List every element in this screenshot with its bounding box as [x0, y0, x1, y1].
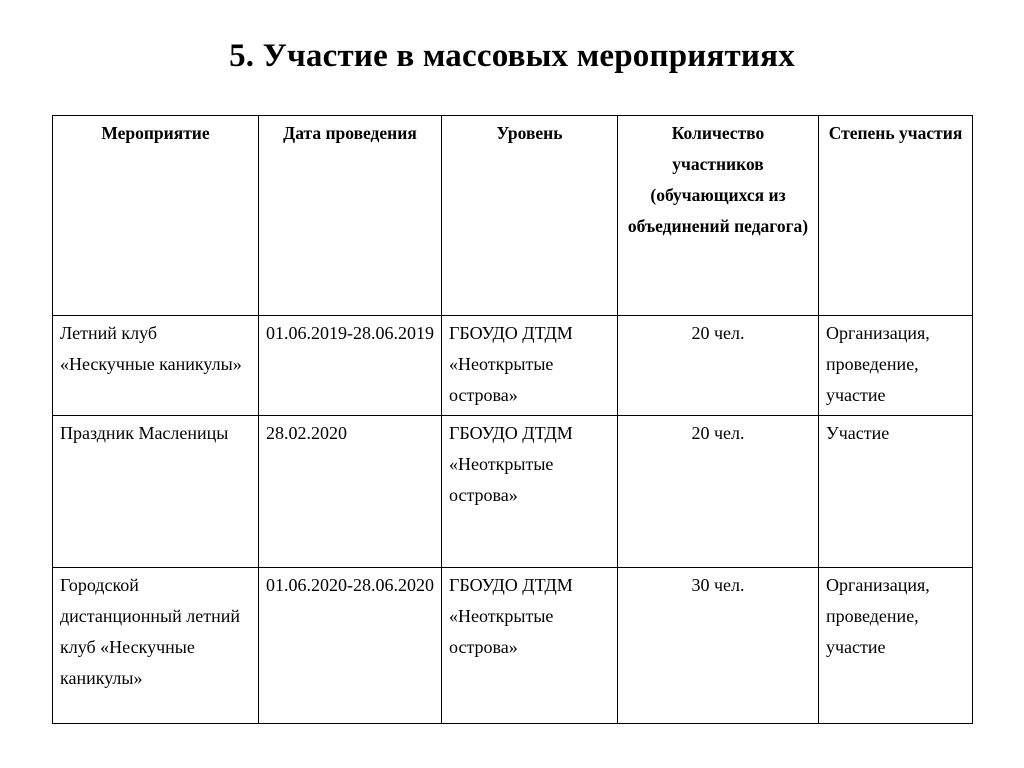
header-participant-count: Количество участников (обучающихся из объединений педагога)	[618, 116, 819, 316]
cell-date: 28.02.2020	[259, 416, 442, 568]
cell-event: Городской дистанционный летний клуб «Нескучные каникулы»	[53, 568, 259, 724]
cell-participation-degree: Организация, проведение, участие	[819, 316, 973, 416]
cell-level: ГБОУДО ДТДМ «Неоткрытые острова»	[442, 416, 618, 568]
header-date: Дата проведения	[259, 116, 442, 316]
cell-participant-count: 20 чел.	[618, 416, 819, 568]
table-row	[53, 416, 973, 568]
header-level: Уровень	[442, 116, 618, 316]
cell-participation-degree: Участие	[819, 416, 973, 568]
table-row	[53, 568, 973, 724]
header-participation-degree: Степень участия	[819, 116, 973, 316]
cell-level: ГБОУДО ДТДМ «Неоткрытые острова»	[442, 568, 618, 724]
table-header-row	[53, 116, 973, 316]
events-table	[52, 115, 973, 724]
table-row	[53, 316, 973, 416]
cell-level: ГБОУДО ДТДМ «Неоткрытые острова»	[442, 316, 618, 416]
header-event: Мероприятие	[53, 116, 259, 316]
cell-date: 01.06.2019-28.06.2019	[259, 316, 442, 416]
cell-participation-degree: Организация, проведение, участие	[819, 568, 973, 724]
cell-participant-count: 20 чел.	[618, 316, 819, 416]
page-title: 5. Участие в массовых мероприятиях	[229, 38, 795, 74]
cell-event: Летний клуб «Нескучные каникулы»	[53, 316, 259, 416]
cell-event: Праздник Масленицы	[53, 416, 259, 568]
cell-date: 01.06.2020-28.06.2020	[259, 568, 442, 724]
cell-participant-count: 30 чел.	[618, 568, 819, 724]
